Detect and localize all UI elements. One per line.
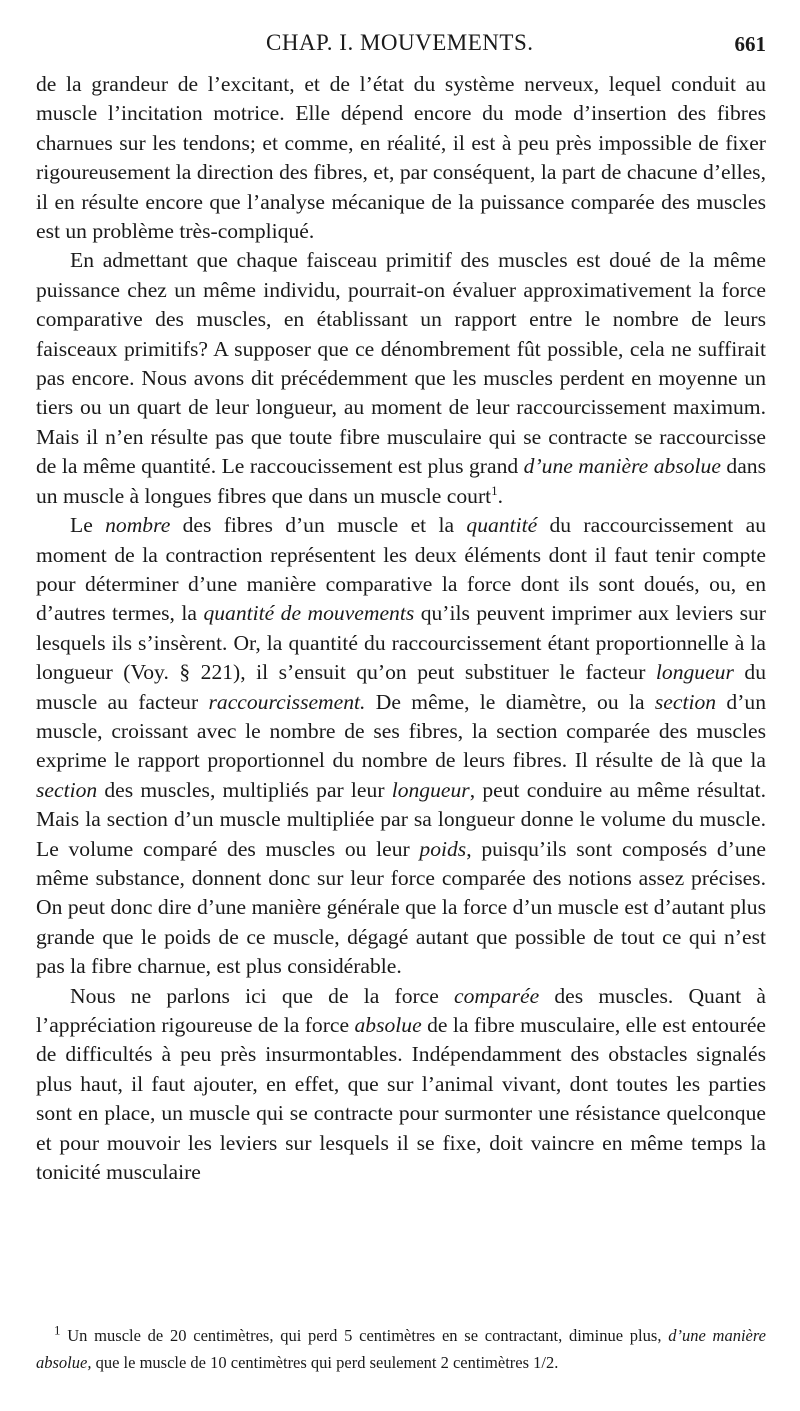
paragraph-2: En admettant que chaque faisceau primitif des muscles est doué de la même puissance chez un même individu, pourrait-on évaluer approximativement la force comparative des muscles, en établissant un rapport entre le nombre de leurs faisceaux primitifs? A supposer que ce dénombrement fût possible, cela ne suffirait pas encore. Nous avons dit précédemment que les muscles perdent en moyenne un tiers ou un quart de leur longueur, au moment de leur raccourcissement maximum. Mais il n’en résulte pas que toute fibre musculaire qui se contracte se raccourcisse de la même quantité. Le raccoucissement est plus grand d’une manière absolue dans un muscle à longues fibres que dans un muscle court$^1$. [36,248,766,508]
paragraph-4: Nous ne parlons ici que de la force comparée des muscles. Quant à l’appréciation rigoureuse de la force absolue de la fibre musculaire, elle est entourée de difficultés à peu près insurmontables. Indépendamment des obstacles signalés plus haut, il faut ajouter, en effet, que sur l’animal vivant, dont toutes les parties sont en place, un muscle qui se contracte pour surmonter une résistance quelconque et pour mouvoir les leviers sur lesquels il se fixe, doit vaincre en même temps la tonicité musculaire [36,983,766,1185]
footnote-1: $^1$ Un muscle de 20 centimètres, qui perd 5 centimètres en se contractant, diminue plus, d’une manière absolue, que le muscle de 10 centimètres qui perd seulement 2 centimètres 1/2. [36,1322,766,1372]
footnotes [36,1322,766,1376]
footnote-marker: 1 [54,1322,61,1338]
body-text [36,70,766,1187]
page-header [36,28,770,64]
paragraph-3: Le nombre des fibres d’un muscle et la quantité du raccourcissement au moment de la contraction représentent les deux éléments dont il faut tenir compte pour déterminer d’une manière comparative la force dont ils sont doués, ou, en d’autres termes, la quantité de mouvements qu’ils peuvent imprimer aux leviers sur lesquels ils s’insèrent. Or, la quantité du raccourcissement étant proportionnelle à la longueur (Voy. § 221), il s’ensuit qu’on peut substituer le facteur longueur du muscle au facteur raccourcissement. De même, le diamètre, ou la section d’un muscle, croissant avec le nombre de ses fibres, la section comparée des muscles exprime le rapport proportionnel du nombre de leurs fibres. Il résulte de là que la section des muscles, multipliés par leur longueur, peut conduire au même résultat. Mais la section d’un muscle multipliée par sa longueur donne le volume du muscle. Le volume comparé des muscles ou leur poids, puisqu’ils sont composés d’une même substance, donnent donc sur leur force comparée des notions assez précises. On peut donc dire d’une manière générale que la force d’un muscle est d’autant plus grande que le poids de ce muscle, dégagé autant que possible de tout ce qui n’est pas la fibre charnue, est plus considérable. [36,513,766,979]
paragraph-1: de la grandeur de l’excitant, et de l’état du système nerveux, lequel conduit au muscle l’incitation motrice. Elle dépend encore du mode d’insertion des fibres charnues sur les tendons; et comme, en réalité, il est à peu près impossible de fixer rigoureusement la direction des fibres, et, par conséquent, la part de chacune d’elles, il en résulte encore que l’analyse mécanique de la puissance comparée des muscles est un problème très-compliqué. [36,72,766,244]
footnote-reference[interactable]: 1 [491,482,498,498]
running-title: CHAP. I. MOUVEMENTS. [266,30,534,55]
page-number: 661 [734,32,766,56]
italic-phrase: d’une manière absolue [523,454,721,479]
